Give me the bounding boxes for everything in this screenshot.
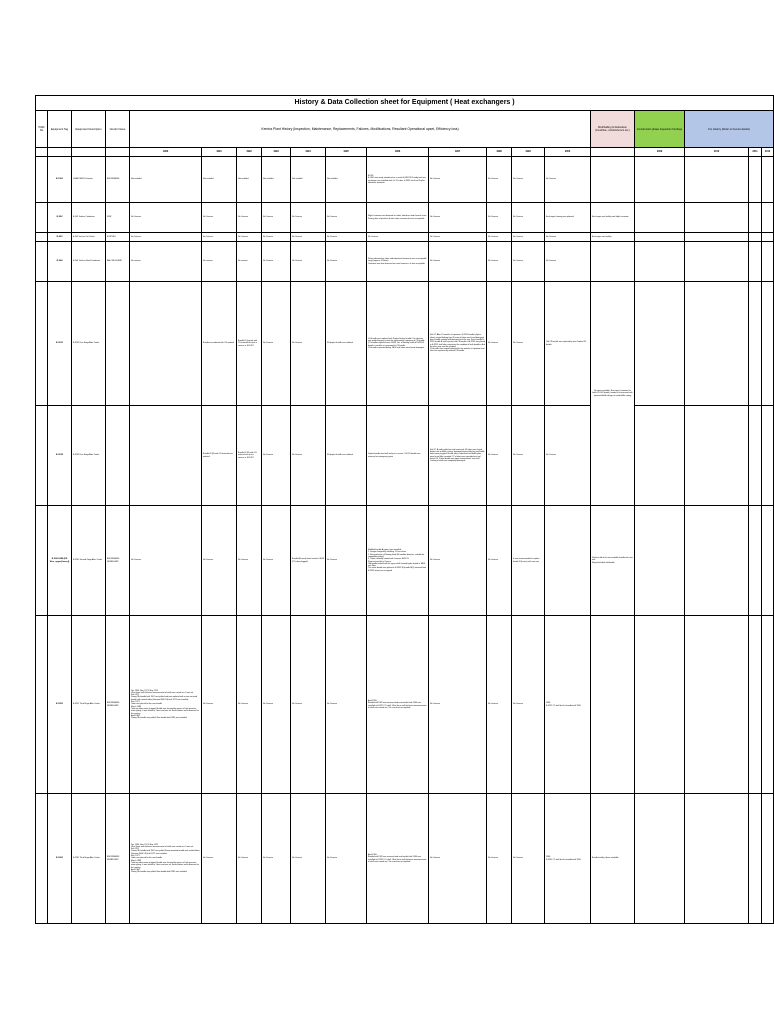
year-header: 2012 [762,148,774,157]
vendor-name-cell: BRONSWERK FEINBOUWS [106,616,130,794]
history-cell [685,233,749,242]
header-equipment-tag: Equipment Tag [48,111,72,148]
history-cell: No Concern [487,406,512,506]
history-cell: Feb 97: After 10 months of operation, E-3231 bundle (duplex tubes) started leaking (top 26 rows of tubes was found damaged due to baffle cutting) and declared not fit for use. Since bundle E-3231 bundle B was rejected, old CS bundle of E-3231 was placed in E-3231 shell after inspecting the condition of both bundles. And the other was sent for retubing. CS bundle also started leaking after few months of operation and later was replaced by retubed CS bundle. [429,282,487,406]
history-cell [635,233,685,242]
history-cell: SS duplex bundle was ordered [326,406,367,506]
history-cell: No Concern [487,282,512,406]
year-header: 1991 [202,148,237,157]
history-cell: No Concern [545,242,591,282]
year-header: 1997 [429,148,487,157]
history-cell: Not installed [130,157,202,203]
equipment-description-cell: CATALYSER Preheater [72,157,106,203]
mothballing-cell [591,242,635,282]
pid-no-cell [36,157,48,203]
history-cell [130,282,202,406]
vendor-name-cell: KORTING [106,233,130,242]
equipment-tag-cell: E-503 [48,233,72,242]
history-cell: No Concern [487,616,512,794]
year-header: 2011 [749,148,762,157]
history-cell [685,794,749,924]
history-cell [749,506,762,616]
history-cell: No Concern [545,233,591,242]
mothballing-cell [591,157,635,203]
history-table [35,95,774,924]
history-cell: Modified bundle A (upper) was installed: 1. Design changed by installing 12 less tubes. 2. Reconstruction of floating head (60 smaller diameter, suitable for compatible gasket). 3. Tubes internally coated with Coracon 3000 LS. Show service life is 8 years. Old bundle pulled from the upper shell cleaned hydro tested in TA96 with 9bar. The same bundle was placed in E-3241 B (bundle B(2) removed from E-3241 lower) was scrapped [367,506,429,616]
history-cell [762,616,774,794]
history-cell [762,794,774,924]
history-cell: No Concern [202,203,237,233]
equipment-description-cell: E-3231 First Stage After Cooler [72,282,106,406]
history-cell: No Concern [326,616,367,794]
history-cell: Old CS bundle was replaced by new Duplex SS bundle [545,282,591,406]
vendor-name-cell: KSW [106,203,130,233]
equipment-tag-cell: E-3251 [48,616,72,794]
history-cell: SS duplex bundle was ordered [326,282,367,406]
history-cell [749,406,762,506]
vendor-name-cell [106,406,130,506]
history-cell: No Concern [262,282,291,406]
history-cell: No Concern [487,506,512,616]
history-cell: 1983: E-3261 C1 shell but the bundle built 1996. [545,794,591,924]
pid-no-cell [36,282,48,406]
year-header: 1996 [367,148,429,157]
history-cell: Not installed [237,157,262,203]
history-cell [635,794,685,924]
history-cell: Not installed [202,157,237,203]
history-cell: No Concern [429,157,487,203]
vendor-name-cell: BRONSWERK FEINBOUWS [106,794,130,924]
history-cell: No Concern [291,406,326,506]
history-cell: Not installed [262,157,291,203]
history-cell: No Concern [262,506,291,616]
year-header: 1994 [291,148,326,157]
history-cell: No Concern [429,506,487,616]
equipment-tag-cell: E-504 [48,242,72,282]
history-cell: No Concern [367,233,429,242]
header-mothballing: Mothballing & Relocation (Condition, refurbishment etc.) [591,111,635,148]
history-cell: Bundle 62 (B) with CS material was put in service in Tel 1991 [237,406,262,506]
history-cell: Bundle 62 (B) with CS material was ordered [202,406,237,506]
history-cell [685,157,749,203]
history-cell: No Concern [487,157,512,203]
table-row [36,157,774,203]
history-cell [685,506,749,616]
mothballing-cell: Bundle healthy. Spare available [591,794,635,924]
history-cell: No Concern [262,794,291,924]
header-equipment-description: Equipment Description [72,111,106,148]
history-cell: No Concern [512,157,545,203]
history-cell: Duplex bundle was built and put in service. Old CS bundle was reserved as emergency spare [367,406,429,506]
equipment-tag-cell: E-3241 A/B (ES files, upper(lower)) [48,506,72,616]
history-cell: No Concern [512,794,545,924]
history-cell: No Concern [326,233,367,242]
header-vendor-name: Vendor Name [106,111,130,148]
equipment-description-cell: E-3261 Third Stage After Cooler [72,794,106,924]
mothballing-cell [591,616,635,794]
year-header: 2009 [635,148,685,157]
history-cell: No Concern [291,616,326,794]
history-cell: April 1996: Bundle built 1981 was removed and new bundle built 1994 was installed in E-3261 C1 shell. Ultra Sonic wall thickness measurements of shell was carried out. The result was acceptable. [367,794,429,924]
header-plant-history: Kemira Plant History (Inspection, Maintenance, Replacements, Failures, Modifications, Resultant Operational upset, Efficiency loss) [130,111,591,148]
mothballing-cell: No spare available. New spare (common for both E1 & E2 bundle) needs to be procured with improved baffle design to avoid baffle cutting [591,282,635,506]
equipment-description-cell: E-502 Surface Condenser [72,203,106,233]
history-cell: No Concern [262,203,291,233]
history-cell: No Concern [487,203,512,233]
history-cell: Slight corrosion was observed on tubes, tubesheet and channel cover. Pasting face of partition rib also show corrosion but was acceptable [367,203,429,233]
history-cell: No Concern [237,203,262,233]
equipment-tag-cell: E-1901 [48,157,72,203]
history-cell: No Concern [487,242,512,282]
vendor-name-cell: BRONSWERK FEINBOUWS [106,506,130,616]
equipment-tag-cell: E-502 [48,203,72,233]
history-cell: No concern [237,242,262,282]
history-cell [749,282,762,406]
history-cell [635,157,685,203]
vendor-name-cell: BRONSWERK [106,157,130,203]
pid-no-cell [36,233,48,242]
history-cell: No Concern [487,794,512,924]
history-cell: No Concern [262,616,291,794]
table-row [36,794,774,924]
history-cell [749,242,762,282]
equipment-description-cell: E-503 Vacuum Jet Cooler [72,233,106,242]
equipment-tag-cell: E-3232 [48,406,72,506]
history-cell: Bundle B(Lower) leaks tested in 04/94 (27 tubes plugged) [291,506,326,616]
year-header: 1990 [130,148,202,157]
history-cell: No Concern [326,242,367,282]
history-cell: No Concern [512,242,545,282]
history-cell: ES 96: E-1901 was newly introduced as a result of ENCON 3 study and new exchanger was installed with 4 x 52 tubes. In 3631 shell and Duplex tubesheet materials. [367,157,429,203]
history-cell [685,406,749,506]
history-cell [762,282,774,406]
history-cell [635,242,685,282]
vendor-name-cell: BALCKE-DUERR [106,242,130,282]
vendor-name-cell [106,282,130,406]
history-cell: It was recommended to replace bundle B (Lower) with new one [512,506,545,616]
history-cell: No Concern [202,233,237,242]
year-header: 1999 [512,148,545,157]
year-header: 1995 [326,148,367,157]
history-cell [749,233,762,242]
history-cell [762,242,774,282]
history-cell: No Concern [429,794,487,924]
history-cell: No Concern [487,233,512,242]
history-cell: No Concern [130,233,202,242]
history-cell: No Concern [262,233,291,242]
history-cell: No Concern [512,616,545,794]
history-cell [545,506,591,616]
history-cell: No Concern [429,616,487,794]
history-cell: No Concern [429,203,487,233]
history-cell: Pitting observed on tubes and tubesheet however it was in acceptable range (approx. 0.35mm). Corrosion was also observed on cover however it is also acceptable [367,242,429,282]
equipment-description-cell: E-3241 Second Stage After Cooler [72,506,106,616]
history-cell [762,157,774,203]
history-cell: No Concern [202,616,237,794]
history-cell: No Concern [237,506,262,616]
history-cell: Feb 97: Bundle pulled out and inspected. 42 tubes were found broken due to baffle cutting; damaged tubes pulled out and baffle holes were plugged. Bundle tubes, tubesheet and baffle plate were found little corroded. 27 of tubes was corroded out and found OK. Pulled bundle was again inserted back into shell. Coating of shell was completely damaged. [429,406,487,506]
history-cell: No Concern [429,233,487,242]
table-row [36,233,774,242]
pid-no-cell [36,242,48,282]
history-cell: No Concern [202,794,237,924]
history-cell [635,506,685,616]
header-construction: Construction phase Inspection Findings [635,111,685,148]
history-cell: No Concern [237,794,262,924]
table-row [36,282,774,406]
year-header: 1993 [262,148,291,157]
history-cell: No Concern [326,203,367,233]
table-row [36,506,774,616]
history-cell: Bundle 61 (upper) with CS material was put in service in Tel 1991 [237,282,262,406]
history-cell [685,203,749,233]
header-pid-no: P&ID No [36,111,48,148]
history-cell: No Concern [545,157,591,203]
equipment-description-cell: E-3251 Third Stage After Cooler [72,616,106,794]
equipment-description-cell: E-504 Turbine Gland Condenser [72,242,106,282]
history-cell [762,203,774,233]
equipment-tag-cell: E-3231 [48,282,72,406]
history-cell: 1983: E-3251 C1 shell but the bundle built 1996. [545,616,591,794]
history-cell [749,157,762,203]
history-cell [762,406,774,506]
year-header: 1992 [237,148,262,157]
history-cell [749,616,762,794]
history-cell [635,616,685,794]
history-cell: Not installed [326,157,367,203]
history-cell: No Concern [512,203,545,233]
history-cell: No Concern [291,242,326,282]
history-cell: No Concern [202,506,237,616]
history-cell: No concern [130,242,202,282]
history-cell: No Concern [262,242,291,282]
mothballing-cell: Exchanger was healthy [591,233,635,242]
history-cell: No Concern [429,242,487,282]
history-cell [130,406,202,506]
history-cell: Dec 1969, Nov. 1971, May 1979 Ultra Sonic wall thickness measurement of shell was carried out. It was ok. Feb 1972 During TA, bundle built 1967 was pulled and was replaced with a new mounted bundle with coated tubes (Savanin 3000 LS) built 1971 was installed. Feb. 1973 Order was placed for the new bundle March 1983 Total two tubes were plugged. Bundle was cleaned by means of high pressure water jetting. It was tested at 1 bars and was ok. Some blisters were observed on the coating. April 1984 During TA, bundle was pulled. New bundle built 1981 was installed. [130,616,202,794]
history-cell [749,203,762,233]
history-cell: April 1996: Bundle built 1981 was removed and new bundle built 1994 was installed in E-3251 C1 shell. Ultra Sonic wall thickness measurements of shell was carried out. The result was acceptable. [367,616,429,794]
history-cell [762,233,774,242]
history-cell: No Concern [291,203,326,233]
pid-no-cell [36,616,48,794]
history-cell: No Concern [262,406,291,506]
history-cell: No Concern [291,282,326,406]
history-cell: CS bundle was replaced with Duplex Duplex bundle. The decision was made keeping in view the replacement frequency of CS bundle (27 bundles replaced since 1968). Dia. of floating head of DUPLEX bundle is smaller as compared to CS bundle. CS bundle inspected during TA 96 and tubes were found damaged. [367,282,429,406]
pid-no-cell [36,203,48,233]
history-cell: No Concern [512,406,545,506]
mothballing-cell: Exchanger was healthy and slight corrosion [591,203,635,233]
history-cell: Not installed [291,157,326,203]
history-cell: Exchanger cleaning was planned [545,203,591,233]
history-cell: No Concern [130,203,202,233]
history-cell [635,282,685,406]
pid-no-cell [36,794,48,924]
history-cell: No Concern [237,616,262,794]
history-cell: No concern [202,242,237,282]
pid-no-cell [36,406,48,506]
table-row [36,242,774,282]
equipment-tag-cell: E-3261 [48,794,72,924]
history-cell: No Concern [237,233,262,242]
history-cell [685,282,749,406]
history-cell: No Concern [291,233,326,242]
pid-no-cell [36,506,48,616]
table-row [36,406,774,506]
header-fh-history: FH, History (Refer to Kemira details) [685,111,774,148]
history-cell: No Concern [512,282,545,406]
history-cell: No Concern [291,794,326,924]
year-header: 1998 [487,148,512,157]
sheet-title: History & Data Collection sheet for Equipment ( Heat exchangers ) [36,96,774,111]
history-cell [685,616,749,794]
history-cell: No Concern [326,506,367,616]
history-cell: No Concern [512,233,545,242]
equipment-history-sheet [35,95,771,924]
table-row [36,616,774,794]
history-cell: No Concern [130,506,202,616]
history-cell [685,242,749,282]
history-cell [749,794,762,924]
history-cell: Dec 1969, Nov. 1971, May 1979 Ultra Sonic wall thickness measurement of shell was carried out. It was ok. Feb 1972 During TA, bundle built 1967 was pulled. A new mounted bundle with coated tubes (Savanin 3000 LS) built 1971 was installed. Feb. 1973 Order was placed for the new bundle March 1983 Total two tubes were plugged. Bundle was cleaned by means of high pressure water jetting. It was tested at 1 bars and was ok. Some blisters were observed on the coating. April 1984 During TA, bundle was pulled. New bundle built 1981 was installed. [130,794,202,924]
history-cell: No Concern [326,794,367,924]
history-cell [635,406,685,506]
mothballing-cell: Replace old of the two available bundle with new one. Repair/refurbish old bundle [591,506,635,616]
history-cell: No Concern [545,406,591,506]
history-cell: Bundle was ordered with CS material [202,282,237,406]
equipment-description-cell: E-3232 First Stage After Cooler [72,406,106,506]
table-row [36,203,774,233]
year-header: 2010 [685,148,749,157]
history-cell [635,203,685,233]
history-cell [762,506,774,616]
year-header: 2000 [545,148,591,157]
